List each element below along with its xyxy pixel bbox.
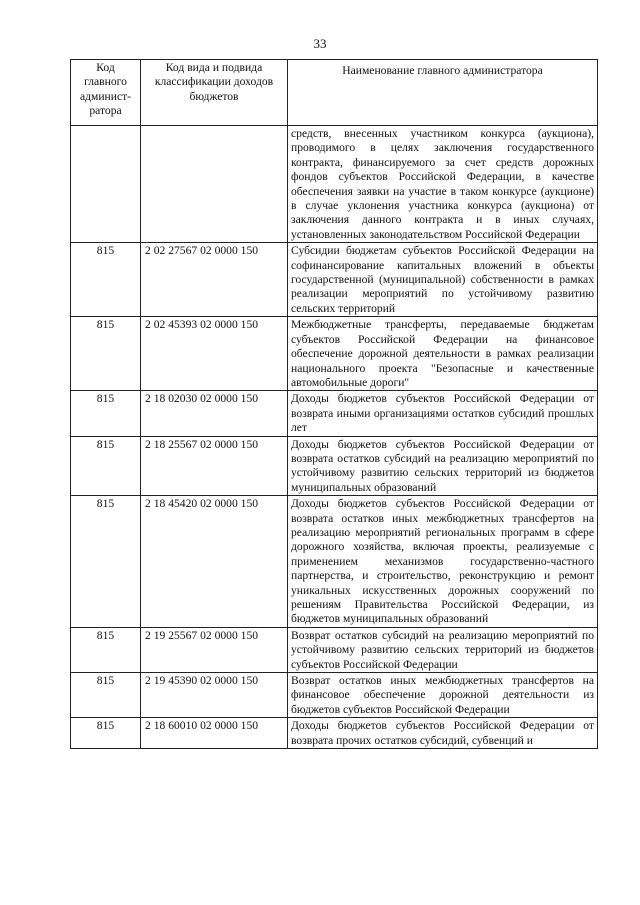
- admin-code-cell: 815: [71, 496, 141, 628]
- revenue-classification-table: [70, 59, 598, 749]
- table-row: [71, 673, 598, 718]
- header-revenue-code: Код вида и подвида классификации доходов бюджетов: [141, 60, 288, 126]
- table-row: [71, 243, 598, 317]
- table-row: [71, 627, 598, 672]
- table-row: [71, 126, 598, 243]
- revenue-code-cell: [141, 126, 288, 243]
- admin-code-cell: 815: [71, 627, 141, 672]
- revenue-code-cell: 2 19 25567 02 0000 150: [141, 627, 288, 672]
- admin-name-cell: Возврат остатков субсидий на реализацию мероприятий по устойчивому развитию сельских территорий из бюджетов субъектов Российской Федерации: [288, 627, 598, 672]
- admin-name-cell: Доходы бюджетов субъектов Российской Федерации от возврата остатков иных межбюджетных трансфертов на реализацию мероприятий региональных программ в сфере дорожного хозяйства, включая проекты, реализуемые с применением механизмов государственно-частного партнерства, и строительство, реконструкцию и ремонт уникальных искусственных дорожных сооружений по решениям Правительства Российской Федерации, из бюджетов муниципальных образований: [288, 496, 598, 628]
- admin-name-cell: средств, внесенных участником конкурса (аукциона), проводимого в целях заключения государственного контракта, финансируемого за счет средств дорожных фондов субъектов Российской Федерации, в качестве обеспечения заявки на участие в таком конкурсе (аукционе) в случае уклонения участника конкурса (аукциона) от заключения данного контракта и в иных случаях, установленных законодательством Российской Федерации: [288, 126, 598, 243]
- admin-code-cell: 815: [71, 243, 141, 317]
- admin-code-cell: [71, 126, 141, 243]
- header-admin-code: Код главного админист-ратора: [71, 60, 141, 126]
- revenue-code-cell: 2 18 25567 02 0000 150: [141, 436, 288, 496]
- header-admin-name: Наименование главного администратора: [288, 60, 598, 126]
- revenue-code-cell: 2 18 45420 02 0000 150: [141, 496, 288, 628]
- table-row: [71, 436, 598, 496]
- admin-name-cell: Доходы бюджетов субъектов Российской Федерации от возврата иными организациями остатков субсидий прошлых лет: [288, 391, 598, 436]
- page-number: 33: [313, 36, 327, 51]
- admin-code-cell: 815: [71, 718, 141, 749]
- admin-name-cell: Доходы бюджетов субъектов Российской Федерации от возврата остатков субсидий на реализацию мероприятий по устойчивому развитию сельских территорий из бюджетов муниципальных образований: [288, 436, 598, 496]
- admin-name-cell: Доходы бюджетов субъектов Российской Федерации от возврата прочих остатков субсидий, субвенций и: [288, 718, 598, 749]
- revenue-code-cell: 2 19 45390 02 0000 150: [141, 673, 288, 718]
- admin-code-cell: 815: [71, 391, 141, 436]
- table-row: [71, 317, 598, 391]
- table-row: [71, 496, 598, 628]
- admin-code-cell: 815: [71, 317, 141, 391]
- table-header-row: [71, 60, 598, 126]
- admin-code-cell: 815: [71, 673, 141, 718]
- revenue-code-cell: 2 02 45393 02 0000 150: [141, 317, 288, 391]
- admin-name-cell: Возврат остатков иных межбюджетных трансфертов на финансовое обеспечение дорожной деятельности из бюджетов субъектов Российской Федерации: [288, 673, 598, 718]
- admin-name-cell: Межбюджетные трансферты, передаваемые бюджетам субъектов Российской Федерации на финансовое обеспечение дорожной деятельности в рамках реализации национального проекта "Безопасные и качественные автомобильные дороги": [288, 317, 598, 391]
- revenue-code-cell: 2 18 60010 02 0000 150: [141, 718, 288, 749]
- revenue-code-cell: 2 02 27567 02 0000 150: [141, 243, 288, 317]
- admin-name-cell: Субсидии бюджетам субъектов Российской Федерации на софинансирование капитальных вложений в объекты государственной (муниципальной) собственности в рамках реализации мероприятий по устойчивому развитию сельских территорий: [288, 243, 598, 317]
- admin-code-cell: 815: [71, 436, 141, 496]
- table-row: [71, 718, 598, 749]
- revenue-code-cell: 2 18 02030 02 0000 150: [141, 391, 288, 436]
- table-row: [71, 391, 598, 436]
